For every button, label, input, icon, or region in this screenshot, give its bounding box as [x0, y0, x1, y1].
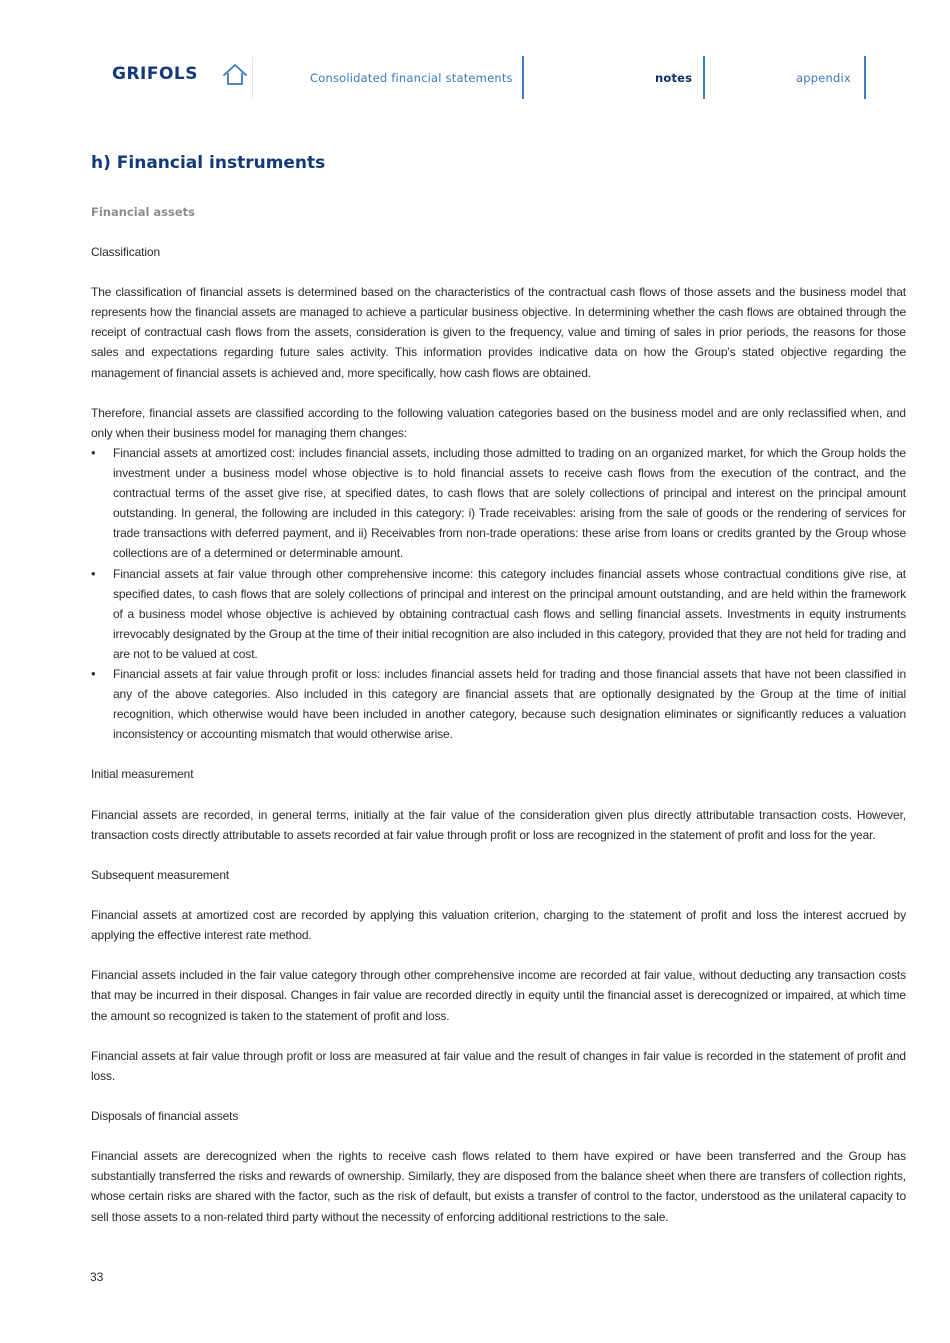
subsequent-measurement-heading: Subsequent measurement — [91, 867, 230, 882]
disposals-paragraph: Financial assets are derecognized when the rights to receive cash flows related to them have expired or have been transferred and the Group has substantially transferred the risks and rewards of ownership. Similarly, they are disposed from the balance sheet when there are transfers of collection rights, whose certain risks are shared with the factor, such as the risk of default, but exists a transfer of control to the factor, understood as the unilateral capacity to sell those assets to a non-related third party without the necessity of enforcing additional restrictions to the sale. — [91, 1149, 906, 1224]
document-body — [91, 242, 906, 1247]
home-icon — [220, 60, 250, 90]
classification-paragraph-2: Therefore, financial assets are classified according to the following valuation categories based on the business model and are only reclassified when, and only when their business model for managing them changes: — [91, 405, 906, 440]
valuation-categories-list — [91, 443, 906, 744]
initial-measurement-paragraph: Financial assets are recorded, in general terms, initially at the fair value of the consideration given plus directly attributable transaction costs. However, transaction costs directly attributable to assets recorded at fair value through profit or loss are recognized in the statement of profit and loss for the year. — [91, 807, 906, 842]
page-header — [0, 0, 950, 110]
nav-appendix[interactable]: appendix — [796, 71, 851, 85]
nav-divider — [703, 56, 705, 99]
disposals-heading: Disposals of financial assets — [91, 1109, 239, 1124]
list-item: • Financial assets at fair value through other comprehensive income: this category includes financial assets whose contractual conditions give rise, at specified dates, to cash flows that are solely collections of principal and interest on the principal amount outstanding, and are held within the framework of a business model whose objective is achieved by obtaining contractual cash flows and selling financial assets. Investments in equity instruments irrevocably designated by the Group at the time of their initial recognition are also included in this category, provided that they are not held for trading and are not to be valued at cost. — [91, 564, 906, 664]
initial-measurement-heading: Initial measurement — [91, 767, 194, 782]
nav-notes[interactable]: notes — [655, 71, 693, 85]
section-title: h) Financial instruments — [91, 153, 326, 173]
nav-divider — [864, 56, 866, 99]
nav-divider — [522, 56, 524, 99]
subsequent-measurement-paragraph-2: Financial assets included in the fair value category through other comprehensive income are recorded at fair value, without deducting any transaction costs that may be incurred in their disposal. Changes in fair value are recorded directly in equity until the financial asset is derecognized or impaired, at which time the amount so recognized is taken to the statement of profit and loss. — [91, 968, 906, 1023]
subsequent-measurement-paragraph-1: Financial assets at amortized cost are recorded by applying this valuation criterion, charging to the statement of profit and loss the interest accrued by applying the effective interest rate method. — [91, 908, 906, 943]
section-subtitle: Financial assets — [91, 205, 195, 219]
home-divider — [252, 57, 253, 98]
nav-consolidated-financial-statements[interactable]: Consolidated financial statements — [310, 71, 513, 85]
classification-heading: Classification — [91, 245, 161, 259]
subsequent-measurement-paragraph-3: Financial assets at fair value through profit or loss are measured at fair value and the result of changes in fair value is recorded in the statement of profit and loss. — [91, 1048, 906, 1083]
page-number: 33 — [90, 1270, 104, 1284]
classification-paragraph-1: The classification of financial assets is determined based on the characteristics of the contractual cash flows of those assets and the business model that represents how the financial assets are managed to achieve a particular business objective. In determining whether the cash flows are obtained through the receipt of contractual cash flows from the assets, consideration is given to the frequency, value and timing of sales in prior periods, the reasons for those sales and expectations regarding future sales activity. This information provides indicative data on how the Group's stated objective regarding the management of financial assets is achieved and, more specifically, how cash flows are obtained. — [91, 285, 906, 380]
grifols-logo[interactable]: GRIFOLS — [112, 64, 199, 84]
list-item: • Financial assets at amortized cost: includes financial assets, including those admitted to trading on an organized market, for which the Group holds the investment under a business model whose objective is to hold financial assets to receive cash flows from the execution of the contract, and the contractual terms of the asset give rise, at specified dates, to cash flows that are solely collections of principal and interest on the principal amount outstanding. In general, the following are included in this category: i) Trade receivables: arising from the sale of goods or the rendering of services for trade transactions with deferred payment, and ii) Receivables from non-trade operations: these arise from loans or credits granted by the Group whose collections are of a determined or determinable amount. — [91, 443, 906, 564]
home-button[interactable] — [220, 60, 250, 90]
list-item: • Financial assets at fair value through profit or loss: includes financial assets held for trading and those financial assets that have not been classified in any of the above categories. Also included in this category are financial assets that are optionally designated by the Group at the time of initial recognition, which otherwise would have been included in another category, because such designation eliminates or significantly reduces a valuation inconsistency or accounting mismatch that would otherwise arise. — [91, 664, 906, 744]
